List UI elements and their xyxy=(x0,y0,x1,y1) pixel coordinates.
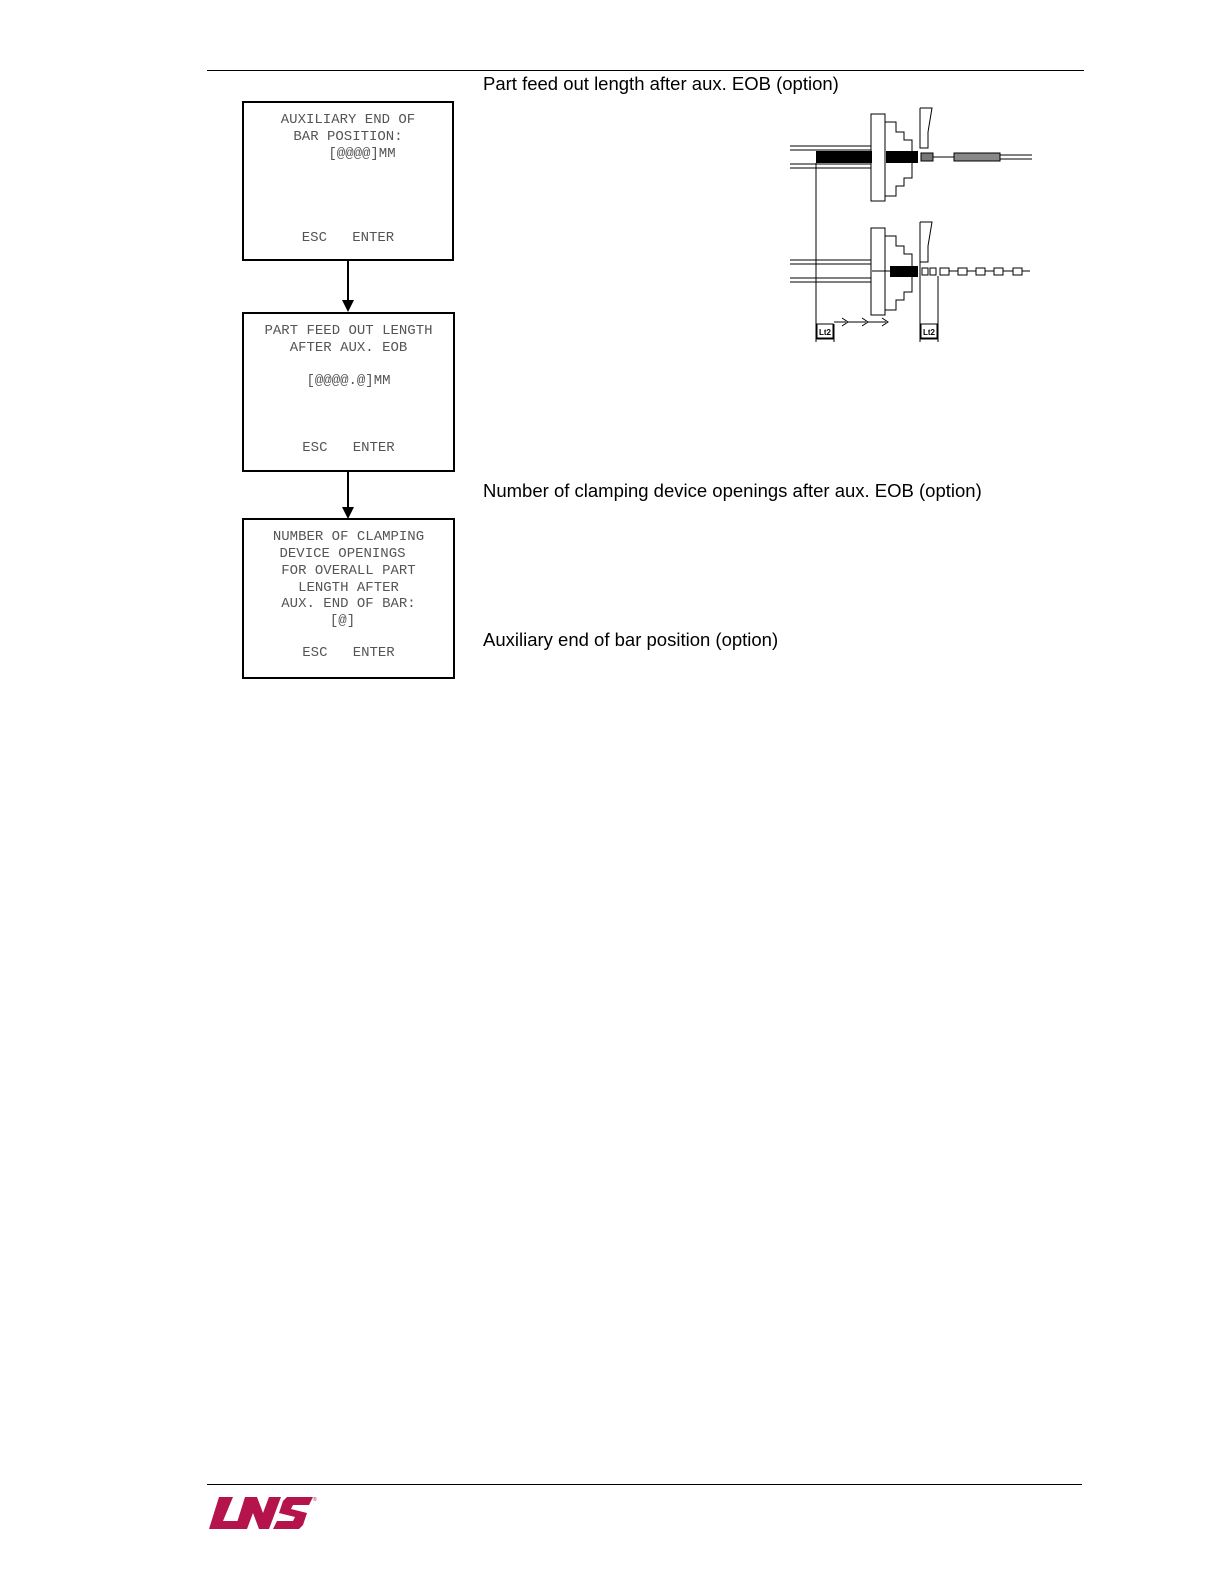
screen-line: BAR POSITION: xyxy=(293,129,403,145)
enter-key-label: ENTER xyxy=(352,230,395,246)
screen-aux-end-of-bar xyxy=(242,101,454,261)
enter-key-label: ENTER xyxy=(352,645,395,661)
screen-line: AFTER AUX. EOB xyxy=(289,340,408,356)
screen-value-field: [@@@@.@]MM xyxy=(306,373,391,389)
enter-key-label: ENTER xyxy=(352,440,395,456)
screen-part-feed-out xyxy=(242,312,455,472)
flow-arrow-line xyxy=(347,472,349,508)
footer-rule xyxy=(207,1484,1082,1485)
flow-arrow-line xyxy=(347,261,349,301)
screen-line: FOR OVERALL PART xyxy=(281,563,416,579)
dimension-label-lt2: Lt2 xyxy=(923,328,935,337)
esc-key-label: ESC xyxy=(302,440,328,456)
registered-mark: ® xyxy=(313,1497,317,1503)
screen-clamping-openings xyxy=(242,518,455,679)
screen-line: DEVICE OPENINGS xyxy=(279,546,406,562)
esc-key-label: ESC xyxy=(301,230,327,246)
heading-part-feed-out: Part feed out length after aux. EOB (option) xyxy=(483,73,839,94)
bar-feed-diagram xyxy=(788,106,1038,346)
screen-line: AUXILIARY END OF xyxy=(280,112,416,128)
screen-line: LENGTH AFTER xyxy=(298,580,399,596)
screen-line: NUMBER OF CLAMPING xyxy=(272,529,425,545)
dimension-label-lt2: Lt2 xyxy=(819,328,831,337)
heading-clamping-openings: Number of clamping device openings after aux. EOB (option) xyxy=(483,480,982,501)
screen-softkeys xyxy=(244,645,453,662)
screen-value-field: [@] xyxy=(329,613,356,629)
screen-softkeys xyxy=(244,440,453,457)
flow-arrowhead xyxy=(342,300,354,312)
esc-key-label: ESC xyxy=(302,645,328,661)
heading-aux-end-of-bar: Auxiliary end of bar position (option) xyxy=(483,629,779,650)
screen-softkeys xyxy=(244,230,452,247)
header-rule xyxy=(207,70,1084,71)
screen-line: AUX. END OF BAR: xyxy=(281,596,416,612)
screen-value-field: [@@@@]MM xyxy=(328,146,396,162)
lns-logo xyxy=(207,1495,319,1531)
screen-line: PART FEED OUT LENGTH xyxy=(264,323,433,339)
